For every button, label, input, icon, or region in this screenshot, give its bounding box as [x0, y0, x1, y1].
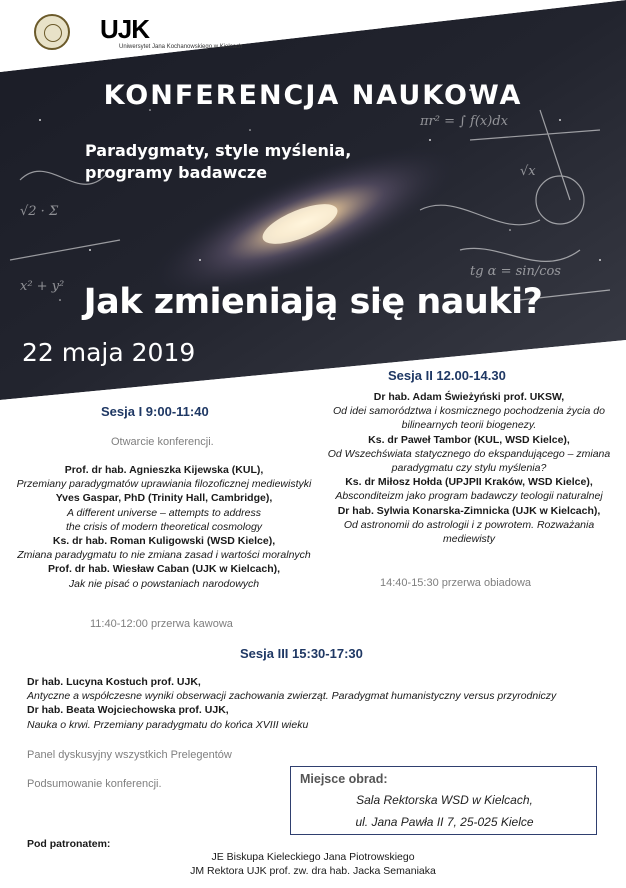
session-1-talks — [5, 463, 323, 591]
venue-box — [290, 766, 597, 835]
session-2-talks — [312, 390, 626, 546]
session-1-title: Sesja I 9:00-11:40 — [101, 404, 209, 419]
session-3-title: Sesja III 15:30-17:30 — [240, 646, 363, 661]
university-seal-logo — [34, 14, 70, 50]
hero-banner — [0, 0, 626, 400]
speaker-name: Prof. dr hab. Agnieszka Kijewska (KUL), — [64, 464, 264, 476]
lunch-break-text: 14:40-15:30 przerwa obiadowa — [380, 577, 532, 589]
conference-subtitle — [85, 140, 351, 184]
conference-date: 22 maja 2019 — [22, 338, 196, 367]
talk-title: the crisis of modern theoretical cosmology — [65, 520, 263, 533]
opening-text: Otwarcie konferencji. — [111, 436, 214, 448]
subtitle-line: Paradygmaty, style myślenia, — [85, 141, 352, 160]
svg-text:πr² = ∫ f(x)dx: πr² = ∫ f(x)dx — [420, 114, 508, 129]
talk-title: A different universe – attempts to address — [67, 506, 261, 519]
speaker-name: Dr hab. Beata Wojciechowska prof. UJK, — [27, 704, 229, 717]
venue-label: Miejsce obrad: — [300, 772, 388, 786]
speaker-name: Ks. dr hab. Roman Kuligowski (WSD Kielce), — [52, 535, 276, 548]
summary-text: Podsumowanie konferencji. — [27, 778, 162, 790]
ujk-logo-mark: UJK — [100, 14, 150, 44]
speaker-name: Dr hab. Lucyna Kostuch prof. UJK, — [27, 676, 201, 688]
talk-title: paradygmatu czy stylu myślenia? — [391, 462, 547, 475]
svg-text:√2 · Σ: √2 · Σ — [20, 204, 59, 219]
talk-title: Od idei samorództwa i kosmicznego pochodzenia życia do — [333, 405, 605, 418]
venue-name: Sala Rektorska WSD w Kielcach, — [356, 793, 533, 807]
speaker-name: Yves Gaspar, PhD (Trinity Hall, Cambridge), — [55, 492, 273, 505]
speaker-name: Dr hab. Sylwia Konarska-Zimnicka (UJK w Kielcach), — [337, 504, 601, 517]
session-3-talks — [27, 675, 607, 732]
talk-title: Antyczne a współczesne wyniki obserwacji zachowania zwierząt. Paradygmat humanistyczny versus przyrodniczy — [27, 690, 557, 703]
talk-title: mediewisty — [443, 533, 495, 546]
conference-title: KONFERENCJA NAUKOWA — [103, 80, 523, 111]
subtitle-line: programy badawcze — [85, 163, 268, 182]
talk-title: Absconditeizm jako program badawczy teologii naturalnej — [335, 490, 603, 503]
talk-title: Zmiana paradygmatu to nie zmiana zasad i wartości moralnych — [17, 549, 311, 562]
session-2-title: Sesja II 12.00-14.30 — [388, 368, 506, 383]
venue-address: ul. Jana Pawła II 7, 25-025 Kielce — [355, 815, 534, 829]
patron-line: JE Biskupa Kieleckiego Jana Piotrowskiego — [211, 851, 415, 863]
patronage-label: Pod patronatem: — [27, 838, 111, 850]
ujk-logo — [100, 14, 243, 58]
speaker-name: Prof. dr hab. Wiesław Caban (UJK w Kielcach), — [47, 563, 281, 576]
speaker-name: Ks. dr Paweł Tambor (KUL, WSD Kielce), — [368, 433, 570, 446]
coffee-break-text: 11:40-12:00 przerwa kawowa — [90, 618, 233, 630]
conference-headline: Jak zmieniają się nauki? — [83, 282, 543, 322]
svg-text:x² + y²: x² + y² — [20, 279, 65, 294]
svg-text:√x: √x — [520, 164, 536, 179]
patron-line: JM Rektora UJK prof. zw. dra hab. Jacka Semaniaka — [190, 865, 436, 877]
speaker-name: Dr hab. Adam Świeżyński prof. UKSW, — [373, 391, 565, 403]
panel-text: Panel dyskusyjny wszystkich Prelegentów — [27, 749, 232, 761]
talk-title: Od Wszechświata statycznego do ekspandującego – zmiana — [327, 447, 611, 460]
ujk-logo-subtitle: Uniwersytet Jana Kochanowskiego w Kielcach — [119, 44, 243, 50]
svg-text:tg α = sin/cos: tg α = sin/cos — [470, 264, 561, 279]
talk-title: Od astronomii do astrologii i z powrotem. Rozważania — [343, 518, 595, 531]
talk-title: Przemiany paradygmatów uprawiania filozoficznej mediewistyki — [16, 478, 312, 491]
talk-title: Jak nie pisać o powstaniach narodowych — [68, 577, 260, 590]
speaker-name: Ks. dr Miłosz Hołda (UPJPII Kraków, WSD Kielce), — [345, 476, 593, 489]
talk-title: Nauka o krwi. Przemiany paradygmatu do końca XVIII wieku — [27, 718, 309, 731]
talk-title: bilinearnych teorii biogenezy. — [401, 419, 537, 432]
